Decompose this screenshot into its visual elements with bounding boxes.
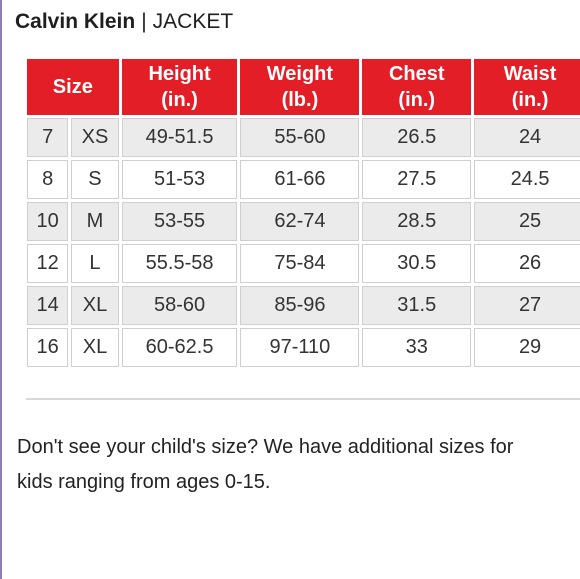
cell-size-number: 14 bbox=[27, 286, 68, 325]
cell-waist: 24 bbox=[474, 118, 580, 157]
header-height bbox=[122, 59, 238, 115]
cell-weight: 55-60 bbox=[240, 118, 359, 157]
cell-size-letter: S bbox=[71, 160, 118, 199]
table-row bbox=[27, 244, 580, 283]
cell-size-letter: XL bbox=[71, 328, 118, 367]
brand-name: Calvin Klein bbox=[15, 10, 136, 33]
cell-size-letter: M bbox=[71, 202, 118, 241]
note-line-2: kids ranging from ages 0-15. bbox=[17, 471, 271, 493]
cell-height: 53-55 bbox=[122, 202, 238, 241]
cell-height: 49-51.5 bbox=[122, 118, 238, 157]
header-waist-label: Waist bbox=[503, 63, 557, 85]
cell-size-letter: L bbox=[71, 244, 118, 283]
table-row bbox=[27, 328, 580, 367]
table-bottom-rule bbox=[26, 398, 580, 400]
cell-size-number: 10 bbox=[27, 202, 68, 241]
header-chest-unit: (in.) bbox=[398, 89, 436, 111]
header-size: Size bbox=[27, 59, 119, 115]
cell-chest: 33 bbox=[362, 328, 471, 367]
header-weight-label: Weight bbox=[266, 63, 334, 85]
cell-height: 51-53 bbox=[122, 160, 238, 199]
cell-size-letter: XS bbox=[71, 118, 118, 157]
header-waist bbox=[474, 59, 580, 115]
cell-size-number: 8 bbox=[27, 160, 68, 199]
table-row bbox=[27, 286, 580, 325]
cell-weight: 61-66 bbox=[240, 160, 359, 199]
left-edge-accent bbox=[0, 0, 2, 579]
header-waist-unit: (in.) bbox=[511, 89, 549, 111]
cell-waist: 29 bbox=[474, 328, 580, 367]
title-separator: | bbox=[141, 10, 147, 33]
size-chart bbox=[26, 56, 580, 401]
table-row bbox=[27, 160, 580, 199]
cell-waist: 24.5 bbox=[474, 160, 580, 199]
size-chart-table bbox=[26, 56, 580, 370]
cell-chest: 28.5 bbox=[362, 202, 471, 241]
header-weight bbox=[240, 59, 359, 115]
product-title bbox=[15, 10, 234, 34]
cell-weight: 85-96 bbox=[240, 286, 359, 325]
cell-height: 55.5-58 bbox=[122, 244, 238, 283]
product-type: JACKET bbox=[152, 10, 234, 33]
note-line-1: Don't see your child's size? We have additional sizes for bbox=[17, 436, 514, 458]
cell-weight: 97-110 bbox=[240, 328, 359, 367]
cell-size-number: 16 bbox=[27, 328, 68, 367]
additional-sizes-note bbox=[17, 430, 580, 500]
header-height-unit: (in.) bbox=[161, 89, 198, 111]
cell-waist: 26 bbox=[474, 244, 580, 283]
cell-chest: 30.5 bbox=[362, 244, 471, 283]
cell-weight: 62-74 bbox=[240, 202, 359, 241]
cell-weight: 75-84 bbox=[240, 244, 359, 283]
header-chest-label: Chest bbox=[388, 63, 445, 85]
cell-chest: 31.5 bbox=[362, 286, 471, 325]
header-chest bbox=[362, 59, 471, 115]
cell-chest: 26.5 bbox=[362, 118, 471, 157]
table-row bbox=[27, 118, 580, 157]
cell-height: 60-62.5 bbox=[122, 328, 238, 367]
cell-waist: 25 bbox=[474, 202, 580, 241]
cell-size-number: 12 bbox=[27, 244, 68, 283]
cell-size-letter: XL bbox=[71, 286, 118, 325]
table-row bbox=[27, 202, 580, 241]
header-weight-unit: (lb.) bbox=[281, 89, 319, 111]
cell-height: 58-60 bbox=[122, 286, 238, 325]
cell-size-number: 7 bbox=[27, 118, 68, 157]
header-height-label: Height bbox=[148, 63, 211, 85]
size-chart-header-row bbox=[27, 59, 580, 115]
cell-waist: 27 bbox=[474, 286, 580, 325]
cell-chest: 27.5 bbox=[362, 160, 471, 199]
